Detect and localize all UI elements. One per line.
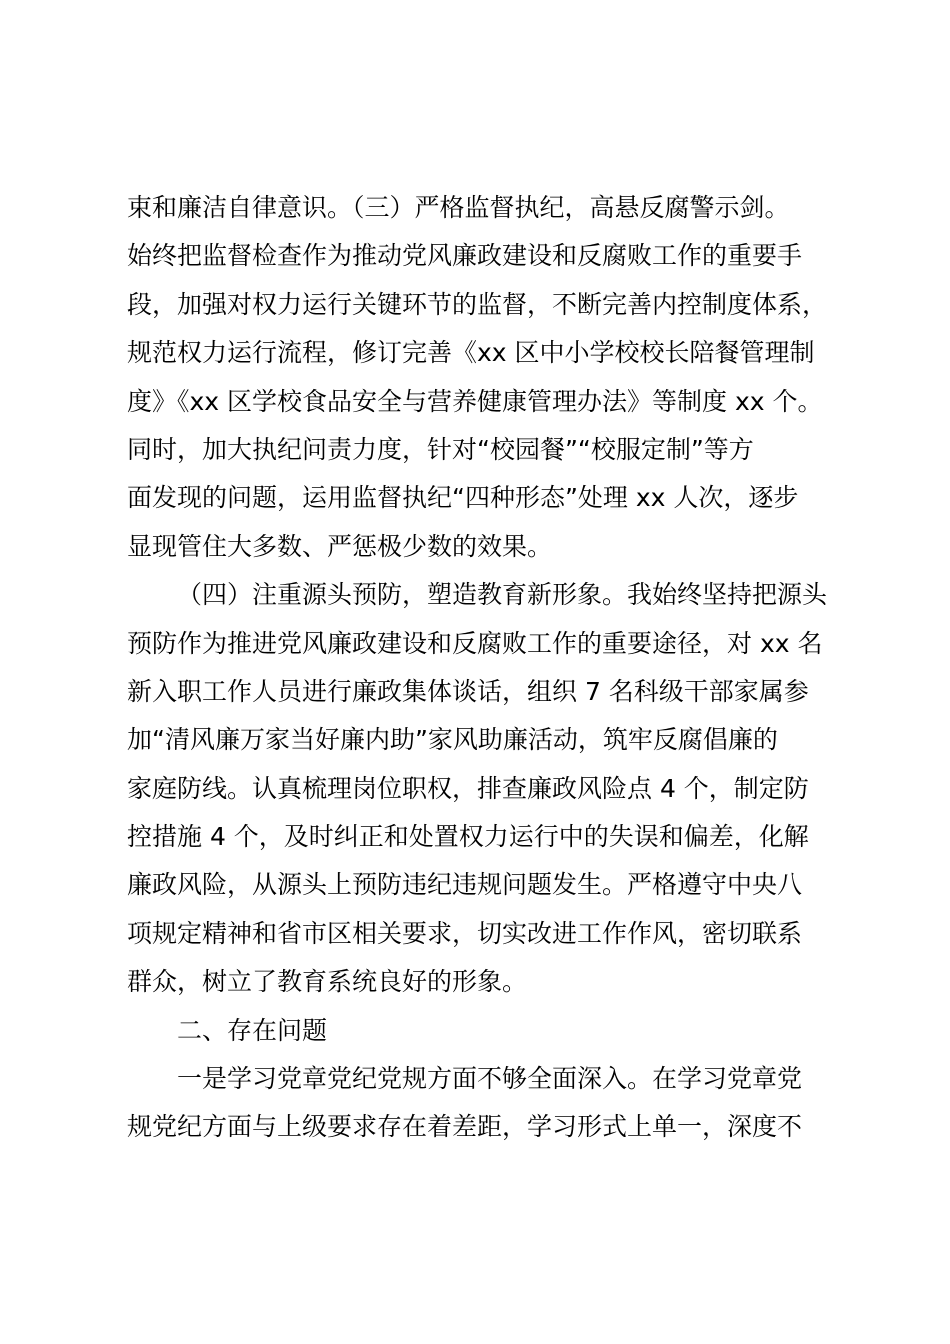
text-line: 廉政风险，从源头上预防违纪违规问题发生。严格遵守中央八 bbox=[127, 870, 803, 900]
text-line: 群众，树立了教育系统良好的形象。 bbox=[127, 967, 528, 997]
text-line: 预防作为推进党风廉政建设和反腐败工作的重要途径，对 xx 名 bbox=[127, 628, 823, 658]
text-line: 项规定精神和省市区相关要求，切实改进工作作风，密切联系 bbox=[127, 918, 803, 948]
text-line: 规党纪方面与上级要求存在着差距，学习形式上单一，深度不 bbox=[127, 1112, 803, 1142]
text-line: 段，加强对权力运行关键环节的监督，不断完善内控制度体系， bbox=[127, 289, 828, 319]
text-line: 规范权力运行流程，修订完善《xx 区中小学校校长陪餐管理制 bbox=[127, 338, 815, 368]
text-line: 家庭防线。认真梳理岗位职权，排查廉政风险点 4 个，制定防 bbox=[127, 773, 809, 803]
text-line: 束和廉洁自律意识。（三）严格监督执纪，高悬反腐警示剑。 bbox=[127, 193, 790, 222]
document-body bbox=[127, 184, 847, 1152]
text-line: 新入职工作人员进行廉政集体谈话，组织 7 名科级干部家属参 bbox=[127, 676, 809, 706]
paragraph-start-line: 一是学习党章党纪党规方面不够全面深入。在学习党章党 bbox=[177, 1064, 803, 1094]
section-heading: 二、存在问题 bbox=[177, 1015, 328, 1045]
text-line: 始终把监督检查作为推动党风廉政建设和反腐败工作的重要手 bbox=[127, 241, 803, 271]
text-line: 加“清风廉万家当好廉内助”家风助廉活动，筑牢反腐倡廉的 bbox=[127, 725, 778, 755]
paragraph-start-line: （四）注重源头预防，塑造教育新形象。我始终坚持把源头 bbox=[177, 580, 828, 610]
text-line: 度》《xx 区学校食品安全与营养健康管理办法》等制度 xx 个。 bbox=[127, 386, 823, 416]
text-line: 显现管住大多数、严惩极少数的效果。 bbox=[127, 531, 553, 561]
text-line: 同时，加大执纪问责力度，针对“校园餐”“校服定制”等方 bbox=[127, 434, 754, 464]
text-line: 面发现的问题，运用监督执纪“四种形态”处理 xx 人次，逐步 bbox=[127, 483, 799, 513]
text-line: 控措施 4 个，及时纠正和处置权力运行中的失误和偏差，化解 bbox=[127, 822, 809, 852]
